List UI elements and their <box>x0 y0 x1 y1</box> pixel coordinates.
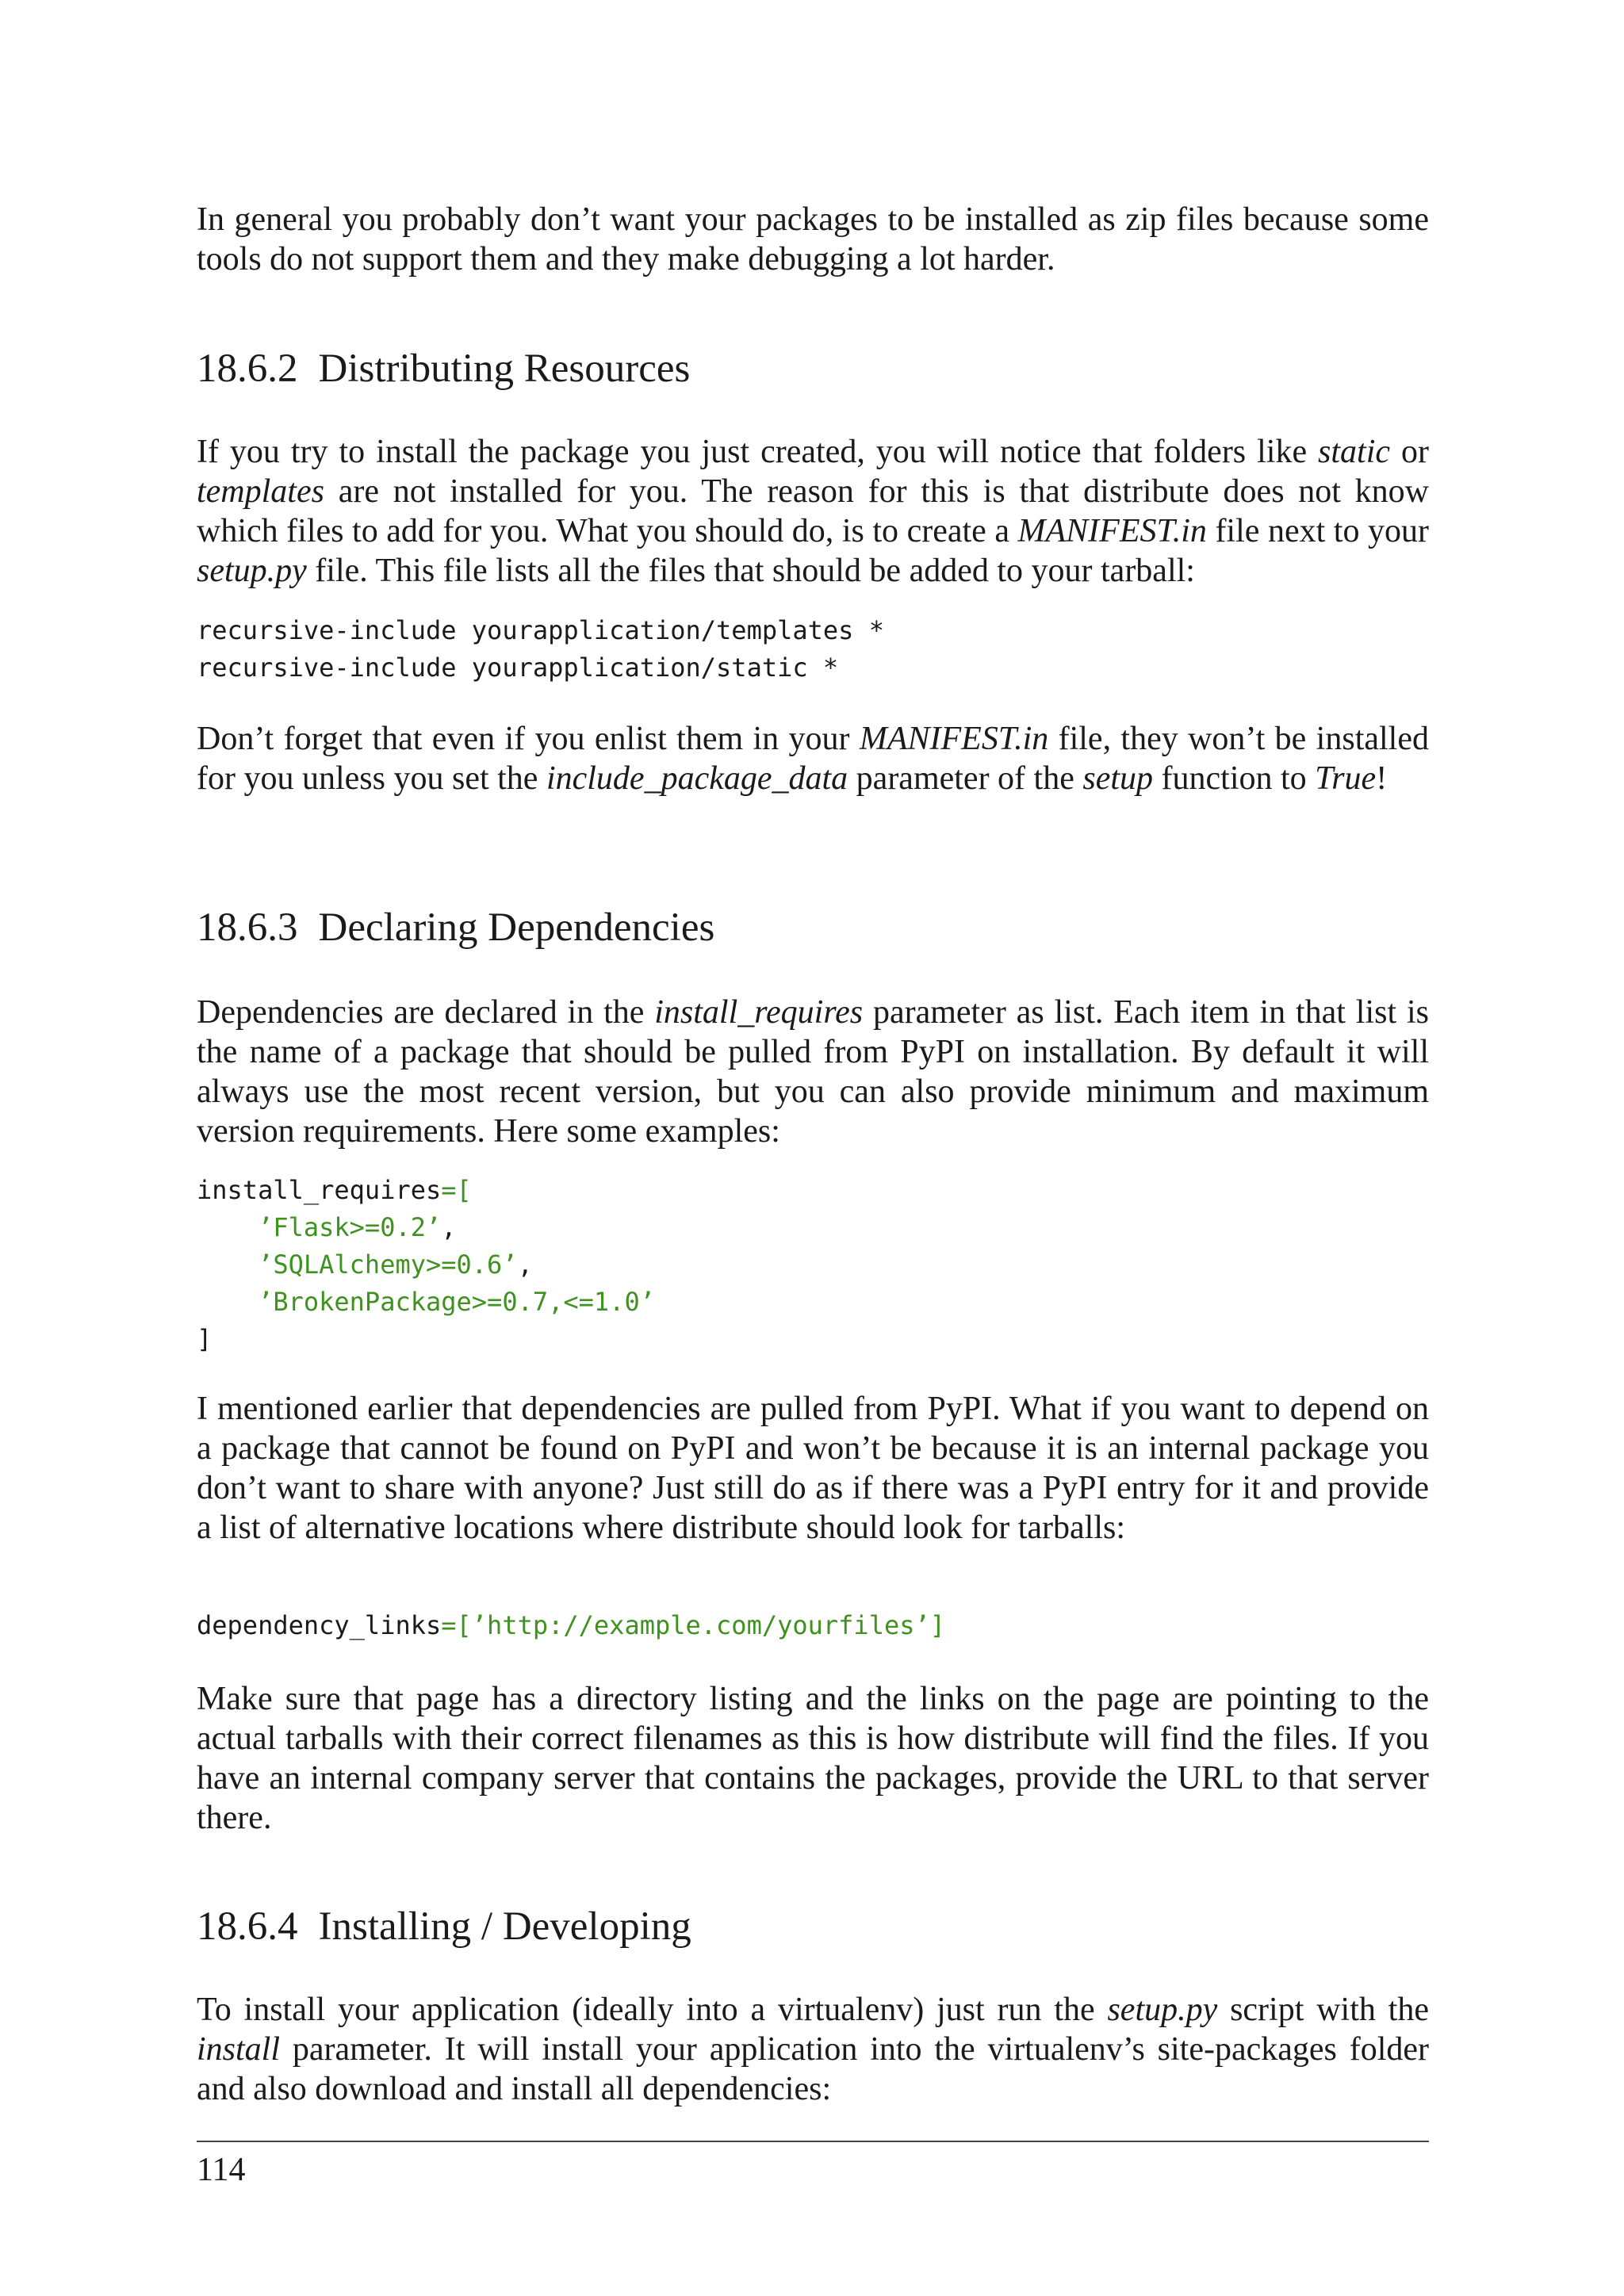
true-term: True <box>1315 760 1377 797</box>
section-heading-18-6-4 <box>197 1903 691 1950</box>
setup-term: setup <box>1082 760 1154 797</box>
section-title: Distributing Resources <box>318 346 691 391</box>
code-line: dependency_links=[’http://example.com/yourfiles’] <box>197 1610 946 1640</box>
manifest-term: MANIFEST.in <box>859 721 1049 757</box>
section-heading-18-6-3 <box>197 904 714 951</box>
install-term: install <box>197 2031 281 2068</box>
setup-py-term: setup.py <box>1107 1992 1218 2028</box>
section-heading-18-6-2 <box>197 345 690 392</box>
manifest-note-paragraph: Don’t forget that even if you enlist them in your MANIFEST.in file, they won’t be installed for you unless you set the include_package_data parameter of the setup function to True! <box>197 721 1429 797</box>
code-line: recursive-include yourapplication/static * <box>197 652 839 683</box>
templates-term: templates <box>197 473 324 510</box>
section-title: Installing / Developing <box>318 1904 691 1949</box>
code-line: ’SQLAlchemy>=0.6’, <box>258 1249 533 1280</box>
dependency-links-code-block <box>197 1607 945 1644</box>
section-number: 18.6.2 <box>197 346 298 391</box>
distributing-resources-paragraph: If you try to install the package you just created, you will notice that folders like static or templates are not installed for you. The reason for this is that distribute does not know which files to add for you. What you should do, is to create a MANIFEST.in file next to your setup.py file. This file lists all the files that should be added to your tarball: <box>197 434 1429 589</box>
page-number: 114 <box>197 2152 246 2188</box>
code-line: recursive-include yourapplication/templates * <box>197 615 884 645</box>
installing-paragraph: To install your application (ideally into a virtualenv) just run the setup.py script with the install parameter. It will install your application into the virtualenv’s site-packages folder and also download and install all dependencies: <box>197 1992 1429 2107</box>
declaring-dependencies-paragraph: Dependencies are declared in the install_requires parameter as list. Each item in that list is the name of a package that should be pulled from PyPI on installation. By default it will always use the most recent version, but you can also provide minimum and maximum version requirements. Here some examples: <box>197 994 1429 1150</box>
footer-rule <box>197 2141 1429 2142</box>
include-package-data-term: include_package_data <box>546 760 848 797</box>
section-title: Declaring Dependencies <box>318 905 715 950</box>
code-line: ’BrokenPackage>=0.7,<=1.0’ <box>258 1287 655 1317</box>
setup-py-term: setup.py <box>197 553 307 589</box>
section-number: 18.6.4 <box>197 1904 298 1949</box>
intro-paragraph: In general you probably don’t want your packages to be installed as zip files because some tools do not support them and they make debugging a lot harder. <box>197 201 1429 277</box>
code-line: install_requires=[ <box>197 1175 472 1205</box>
document-page <box>197 0 1429 2296</box>
static-term: static <box>1318 434 1391 470</box>
code-line: ’Flask>=0.2’, <box>258 1212 457 1242</box>
code-line: ] <box>197 1324 213 1354</box>
directory-listing-paragraph: Make sure that page has a directory listing and the links on the page are pointing to the actual tarballs with their correct filenames as this is how distribute will find the files. If you have an internal company server that contains the packages, provide the URL to that server there. <box>197 1681 1429 1836</box>
install-requires-code-block <box>197 1172 655 1358</box>
install-requires-term: install_requires <box>654 994 864 1031</box>
manifest-code-block <box>197 612 884 687</box>
manifest-term: MANIFEST.in <box>1017 513 1207 549</box>
section-number: 18.6.3 <box>197 905 298 950</box>
pypi-dependency-paragraph: I mentioned earlier that dependencies are pulled from PyPI. What if you want to depend on a package that cannot be found on PyPI and won’t be because it is an internal package you don’t want to share with anyone? Just still do as if there was a PyPI entry for it and provide a list of alternative locations where distribute should look for tarballs: <box>197 1391 1429 1546</box>
